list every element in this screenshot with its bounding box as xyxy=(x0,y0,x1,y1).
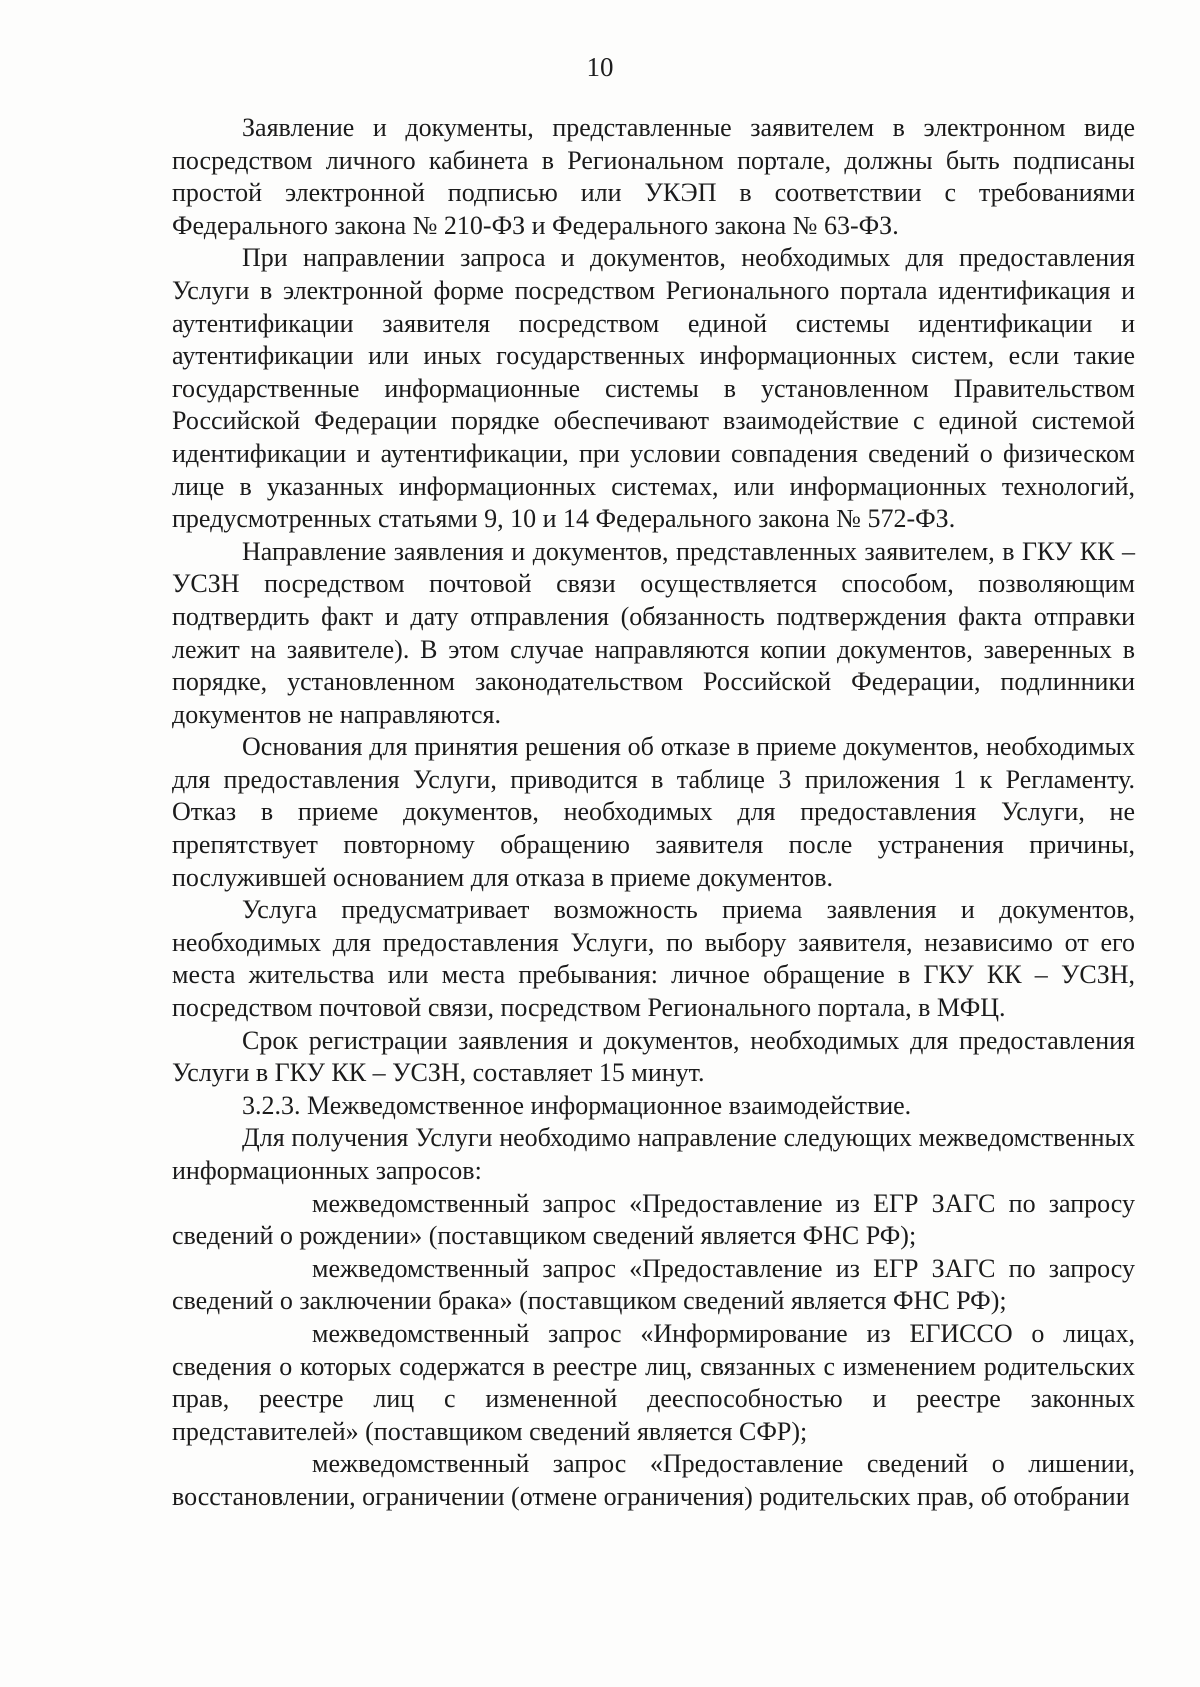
document-body xyxy=(172,112,1135,1514)
list-item-request-parental-rights: межведомственный запрос «Предоставление сведений о лишении, восстановлении, ограничении (отмене ограничения) родительских прав, об отобрании xyxy=(172,1449,1135,1511)
page-number: 10 xyxy=(586,52,614,82)
list-item-request-marriage: межведомственный запрос «Предоставление из ЕГР ЗАГС по запросу сведений о заключении брака» (поставщиком сведений является ФНС РФ); xyxy=(172,1253,1135,1316)
paragraph-electronic-signature: Заявление и документы, представленные заявителем в электронном виде посредством личного кабинета в Региональном портале, должны быть подписаны простой электронной подписью или УКЭП в соответствии с требованиями Федерального закона № 210-ФЗ и Федерального закона № 63-ФЗ. xyxy=(172,113,1135,240)
section-heading-3-2-3: 3.2.3. Межведомственное информационное взаимодействие. xyxy=(242,1090,912,1120)
paragraph-postal-submission: Направление заявления и документов, представленных заявителем, в ГКУ КК – УСЗН посредством почтовой связи осуществляется способом, позволяющим подтвердить факт и дату отправления (обязанность подтверждения факта отправки лежит на заявителе). В этом случае направляются копии документов, заверенных в порядке, установленном законодательством Российской Федерации, подлинники документов не направляются. xyxy=(172,536,1135,729)
paragraph-interagency-requests: Для получения Услуги необходимо направление следующих межведомственных информационных запросов: xyxy=(172,1123,1135,1185)
list-item-request-birth: межведомственный запрос «Предоставление из ЕГР ЗАГС по запросу сведений о рождении» (поставщиком сведений является ФНС РФ); xyxy=(172,1188,1135,1251)
list-item-request-egisso: межведомственный запрос «Информирование из ЕГИССО о лицах, сведения о которых содержатся в реестре лиц, связанных с изменением родительских прав, реестре лиц с измененной дееспособностью и реестре законных представителей» (поставщиком сведений является СФР); xyxy=(172,1318,1135,1446)
paragraph-reception-options: Услуга предусматривает возможность приема заявления и документов, необходимых для предоставления Услуги, по выбору заявителя, независимо от его места жительства или места пребывания: личное обращение в ГКУ КК – УСЗН, посредством почтовой связи, посредством Регионального портала, в МФЦ. xyxy=(172,895,1135,1023)
paragraph-identification: При направлении запроса и документов, необходимых для предоставления Услуги в электронной форме посредством Регионального портала идентификация и аутентификации заявителя посредством единой системы идентификации и аутентификации или иных государственных информационных систем, если такие государственные информационные системы в установленном Правительством Российской Федерации порядке обеспечивают взаимодействие с единой системой идентификации и аутентификации, при условии совпадения сведений о физическом лице в указанных информационных системах, или информационных технологий, предусмотренных статьями 9, 10 и 14 Федерального закона № 572-ФЗ. xyxy=(172,243,1135,534)
paragraph-refusal-grounds: Основания для принятия решения об отказе в приеме документов, необходимых для предоставления Услуги, приводится в таблице 3 приложения 1 к Регламенту. Отказ в приеме документов, необходимых для предоставления Услуги, не препятствует повторному обращению заявителя после устранения причины, послужившей основанием для отказа в приеме документов. xyxy=(172,732,1135,892)
paragraph-registration-time: Срок регистрации заявления и документов, необходимых для предоставления Услуги в ГКУ КК – УСЗН, составляет 15 минут. xyxy=(172,1025,1135,1088)
